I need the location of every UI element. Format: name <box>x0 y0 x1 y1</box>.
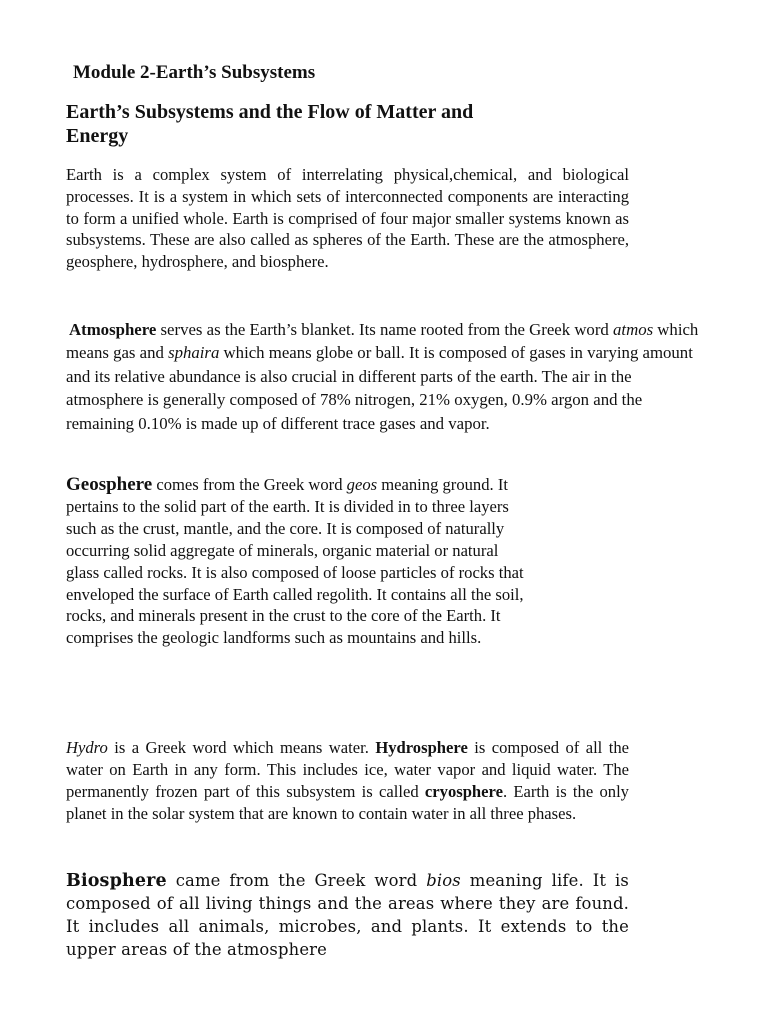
geosphere-word-geos: geos <box>346 475 378 494</box>
hydrosphere-term: Hydrosphere <box>375 738 468 757</box>
geosphere-term: Geosphere <box>66 474 153 495</box>
atmosphere-text-2: which means gas and <box>66 320 699 363</box>
atmosphere-word-sphaira: sphaira <box>168 343 220 363</box>
geosphere-text-2: meaning ground. It pertains to the solid part of the earth. It is divided in to three layers such as the crust, mantle, and the core. It is composed of naturally occurring solid aggregate of minerals, organic material or natural glass called rocks. It is also composed of loose particles of rocks that enveloped the surface of Earth called regolith. It contains all the soil, rocks, and minerals present in the crust to the core of the Earth. It comprises the geologic landforms such as mountains and hills. <box>66 475 524 648</box>
geosphere-paragraph <box>66 474 526 649</box>
atmosphere-paragraph <box>66 318 706 435</box>
biosphere-paragraph <box>66 870 629 962</box>
hydrosphere-word-hydro: Hydro <box>66 738 108 757</box>
hydrosphere-paragraph <box>66 737 629 825</box>
intro-paragraph: Earth is a complex system of interrelating physical,chemical, and biological processes. It is a system in which sets of interconnected components are interacting to form a unified whole. Earth is comprised of four major smaller systems known as subsystems. These are also called as spheres of the Earth. These are the atmosphere, geosphere, hydrosphere, and biosphere. <box>66 165 629 272</box>
cryosphere-term: cryosphere <box>424 781 503 801</box>
biosphere-word-bios: bios <box>426 871 461 890</box>
biosphere-text-1: came from the Greek word <box>166 871 427 890</box>
atmosphere-text-3: which means globe or ball. It is composed of gases in varying amount and its relative abundance is also crucial in different parts of the earth. The air in the atmosphere is generally composed of 78% nitrogen, 21% oxygen, 0.9% argon and the remaining 0.10% is made up of different trace gases and vapor. <box>66 343 693 433</box>
atmosphere-text-1: serves as the Earth’s blanket. Its name rooted from the Greek word <box>156 320 614 339</box>
module-title: Module 2-Earth’s Subsystems <box>73 62 316 83</box>
section-heading: Earth’s Subsystems and the Flow of Matter and Energy <box>66 101 474 147</box>
biosphere-text-2: meaning life. It is composed of all living things and the areas where they are found. It includes all animals, microbes, and plants. It extends to the upper areas of the atmosphere <box>66 871 629 959</box>
atmosphere-word-atmos: atmos <box>613 320 654 339</box>
biosphere-term: Biosphere <box>66 871 167 891</box>
atmosphere-term: Atmosphere <box>69 320 157 339</box>
hydrosphere-text-2: is composed of all the water on Earth in any form. This includes ice, water vapor and liquid water. The permanently frozen part of this subsystem is called <box>66 738 629 801</box>
hydrosphere-text-3: . Earth is the only planet in the solar system that are known to contain water in all three phases. <box>66 781 629 823</box>
geosphere-text-1: comes from the Greek word <box>152 475 347 494</box>
hydrosphere-text-1: is a Greek word which means water. <box>107 738 376 757</box>
